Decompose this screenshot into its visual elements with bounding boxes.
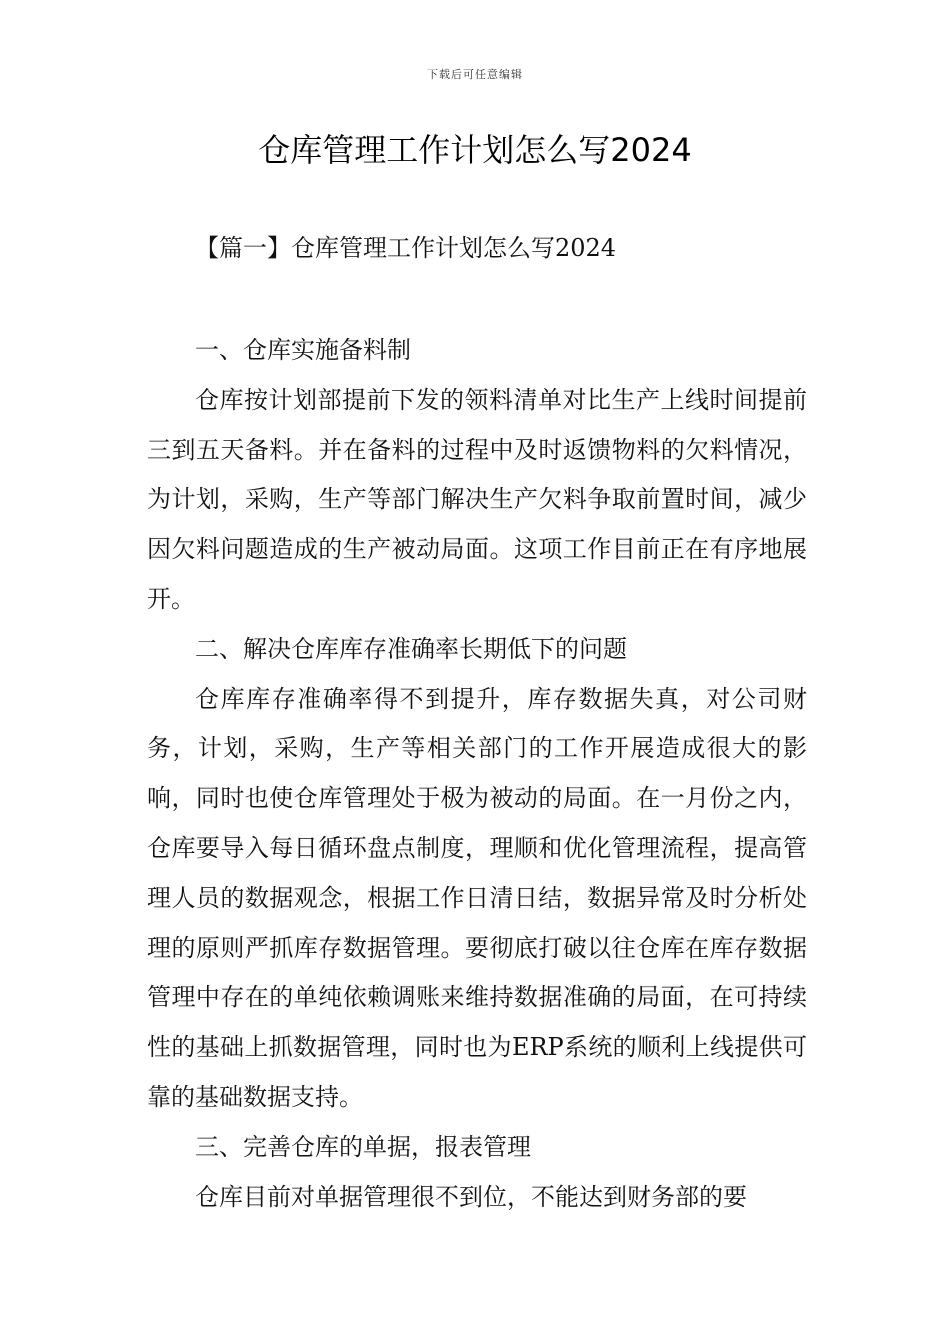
body-paragraph-3: 仓库目前对单据管理很不到位，不能达到财务部的要 <box>195 1182 747 1211</box>
body-paragraph-1: 仓库按计划部提前下发的领料清单对比生产上线时间提前三到五天备料。并在备料的过程中及时返馈物料的欠料情况，为计划，采购，生产等部门解决生产欠料争取前置时间，减少因欠料问题造成的生产被动局面。这项工作目前正在有序地展开。 <box>147 385 807 613</box>
document-title: 仓库管理工作计划怎么写2024 <box>258 131 692 169</box>
body-paragraph-2: 仓库库存准确率得不到提升，库存数据失真，对公司财务，计划，采购，生产等相关部门的工作开展造成很大的影响，同时也使仓库管理处于极为被动的局面。在一月份之内，仓库要导入每日循环盘点制度，理顺和优化管理流程，提高管理人员的数据观念，根据工作日清日结，数据异常及时分析处理的原则严抓库存数据管理。要彻底打破以往仓库在库存数据管理中存在的单纯依赖调账来维持数据准确的局面，在可持续性的基础上抓数据管理，同时也为ERP系统的顺利上线提供可靠的基础数据支持。 <box>147 684 807 1111</box>
document-body <box>147 326 807 1222</box>
header-note: 下载后可任意编辑 <box>427 68 523 81</box>
section-heading-1: 一、仓库实施备料制 <box>195 336 411 364</box>
part-heading: 【篇一】仓库管理工作计划怎么写2024 <box>195 234 617 262</box>
section-heading-3: 三、完善仓库的单据，报表管理 <box>195 1132 531 1161</box>
section-heading-2: 二、解决仓库库存准确率长期低下的问题 <box>195 634 627 663</box>
